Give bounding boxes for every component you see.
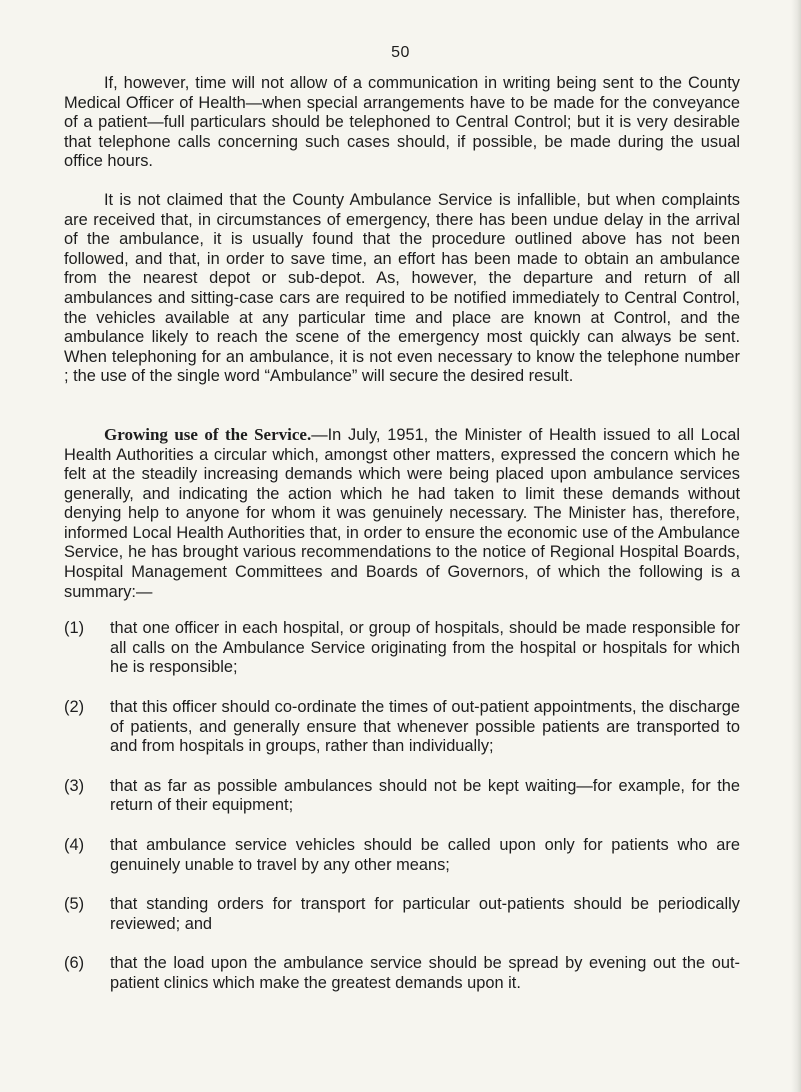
list-item-number: (4) <box>64 836 85 854</box>
list-item-text: that this officer should co-ordinate the times of out-patient appointments, the discharge of patients, and generally ensure that whenever possible patients are transported to and from hospitals in groups, rather than individually; <box>110 698 740 756</box>
list-item-text: that one officer in each hospital, or group of hospitals, should be made responsible for all calls on the Ambulance Service originating from the hospital or hospitals for which he is responsible; <box>110 619 740 677</box>
list-item <box>64 895 740 934</box>
recommendations-list <box>64 619 740 993</box>
list-item-number: (2) <box>64 698 85 717</box>
list-item <box>64 619 740 678</box>
list-item-number: (1) <box>64 619 85 638</box>
paragraph-telephone-instructions: If, however, time will not allow of a communication in writing being sent to the County Medical Officer of Health—when special arrangements have to be made for the conveyance of a patient—full particulars should be telephoned to Central Control; but it is very desirable that telephone calls concerning such cases should, if possible, be made during the usual office hours. <box>64 74 740 171</box>
page-edge-shadow <box>791 0 801 1092</box>
list-item-text: that as far as possible ambulances should not be kept waiting—for example, for the return of their equipment; <box>110 776 740 815</box>
page-number: 50 <box>391 44 410 61</box>
section-heading: Growing use of the Service. <box>104 424 312 444</box>
list-item-text: that standing orders for transport for particular out-patients should be periodically reviewed; and <box>110 895 740 933</box>
list-item <box>64 777 740 816</box>
list-item <box>64 954 740 993</box>
list-item-text: that the load upon the ambulance service should be spread by evening out the out-patient clinics which make the greatest demands upon it. <box>110 954 740 992</box>
list-item-number: (5) <box>64 895 85 914</box>
list-item <box>64 836 740 875</box>
paragraph-growing-use <box>64 425 740 602</box>
list-item-number: (3) <box>64 776 85 795</box>
paragraph-ambulance-service: It is not claimed that the County Ambulance Service is infallible, but when complaints are received that, in circumstances of emergency, there has been undue delay in the arrival of the ambulance, it is usually found that the procedure outlined above has not been followed, and that, in order to save time, an effort has been made to obtain an ambulance from the nearest depot or sub-depot. As, however, the departure and return of all ambulances and sitting-case cars are required to be notified immediately to Central Control, the vehicles available at any particular time and place are known at Control, and the ambulance likely to reach the scene of the emergency most quickly can always be sent. When telephoning for an ambulance, it is not even necessary to know the telephone number ; the use of the single word “Ambulance” will secure the desired result. <box>64 190 740 386</box>
list-item-number: (6) <box>64 954 85 973</box>
section-text: —In July, 1951, the Minister of Health issued to all Local Health Authorities a circular which, amongst other matters, expressed the concern which he felt at the steadily increasing demands which were being placed upon ambulance services generally, and indicating the action which he had taken to limit these demands without denying help to anyone for whom it was genuinely necessary. The Minister has, therefore, informed Local Health Authorities that, in order to ensure the economic use of the Ambulance Service, he has brought various recommendations to the notice of Regional Hospital Boards, Hospital Management Committees and Boards of Governors, of which the following is a summary:— <box>64 425 740 601</box>
list-item-text: that ambulance service vehicles should be called upon only for patients who are genuinely unable to travel by any other means; <box>110 836 740 874</box>
page-body <box>64 74 740 1014</box>
list-item <box>64 698 740 757</box>
